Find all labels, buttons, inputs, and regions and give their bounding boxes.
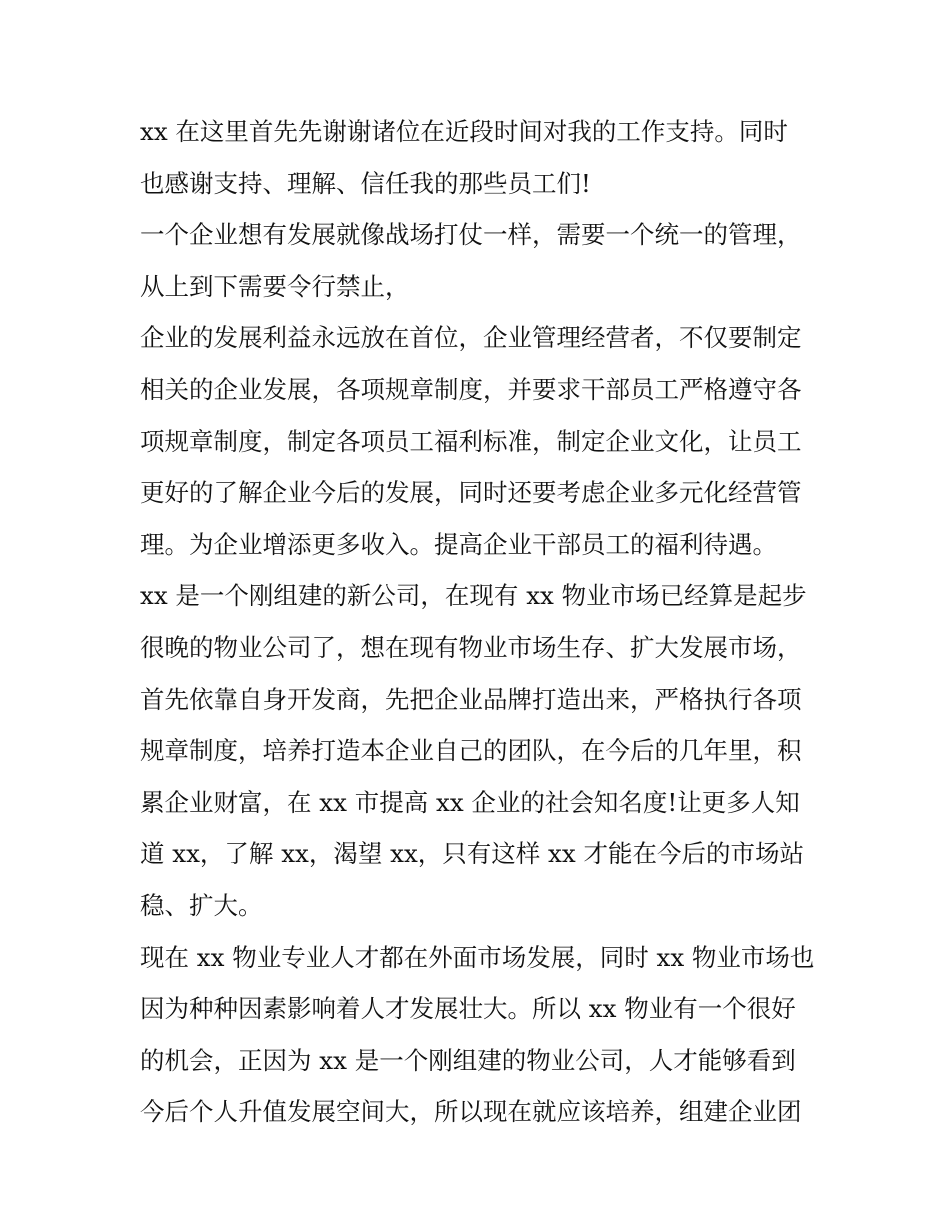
text-line: 累企业财富，在 xx 市提高 xx 企业的社会知名度!让更多人知 <box>140 787 800 817</box>
text-line: 首先依靠自身开发商，先把企业品牌打造出来，严格执行各项 <box>140 684 802 714</box>
text-line: 今后个人升值发展空间大，所以现在就应该培养，组建企业团 <box>140 1097 802 1127</box>
text-line: 从上到下需要令行禁止， <box>140 271 410 301</box>
text-line: 也感谢支持、理解、信任我的那些员工们! <box>140 168 591 198</box>
text-line: xx 在这里首先先谢谢诸位在近段时间对我的工作支持。同时 <box>140 117 788 146</box>
text-line: 更好的了解企业今后的发展，同时还要考虑企业多元化经营管 <box>140 478 802 508</box>
text-line: 很晚的物业公司了，想在现有物业市场生存、扩大发展市场， <box>140 632 802 662</box>
text-line: 企业的发展利益永远放在首位，企业管理经营者，不仅要制定 <box>140 323 802 353</box>
text-line: 理。为企业增添更多收入。提高企业干部员工的福利待遇。 <box>140 529 777 559</box>
document-body <box>140 106 820 1138</box>
text-line: 稳、扩大。 <box>140 890 263 920</box>
text-line: 一个企业想有发展就像战场打仗一样，需要一个统一的管理， <box>140 220 802 250</box>
text-line: xx 是一个刚组建的新公司，在现有 xx 物业市场已经算是起步 <box>140 581 807 611</box>
text-line: 因为种种因素影响着人才发展壮大。所以 xx 物业有一个很好 <box>140 994 796 1024</box>
text-line: 道 xx，了解 xx，渴望 xx，只有这样 xx 才能在今后的市场站 <box>140 839 804 869</box>
text-line: 现在 xx 物业专业人才都在外面市场发展，同时 xx 物业市场也 <box>140 942 815 972</box>
text-line: 项规章制度，制定各项员工福利标准，制定企业文化，让员工 <box>140 426 802 456</box>
text-line: 相关的企业发展，各项规章制度，并要求干部员工严格遵守各 <box>140 374 802 404</box>
text-line: 的机会，正因为 xx 是一个刚组建的物业公司，人才能够看到 <box>140 1045 796 1075</box>
text-line: 规章制度，培养打造本企业自己的团队，在今后的几年里，积 <box>140 736 802 766</box>
